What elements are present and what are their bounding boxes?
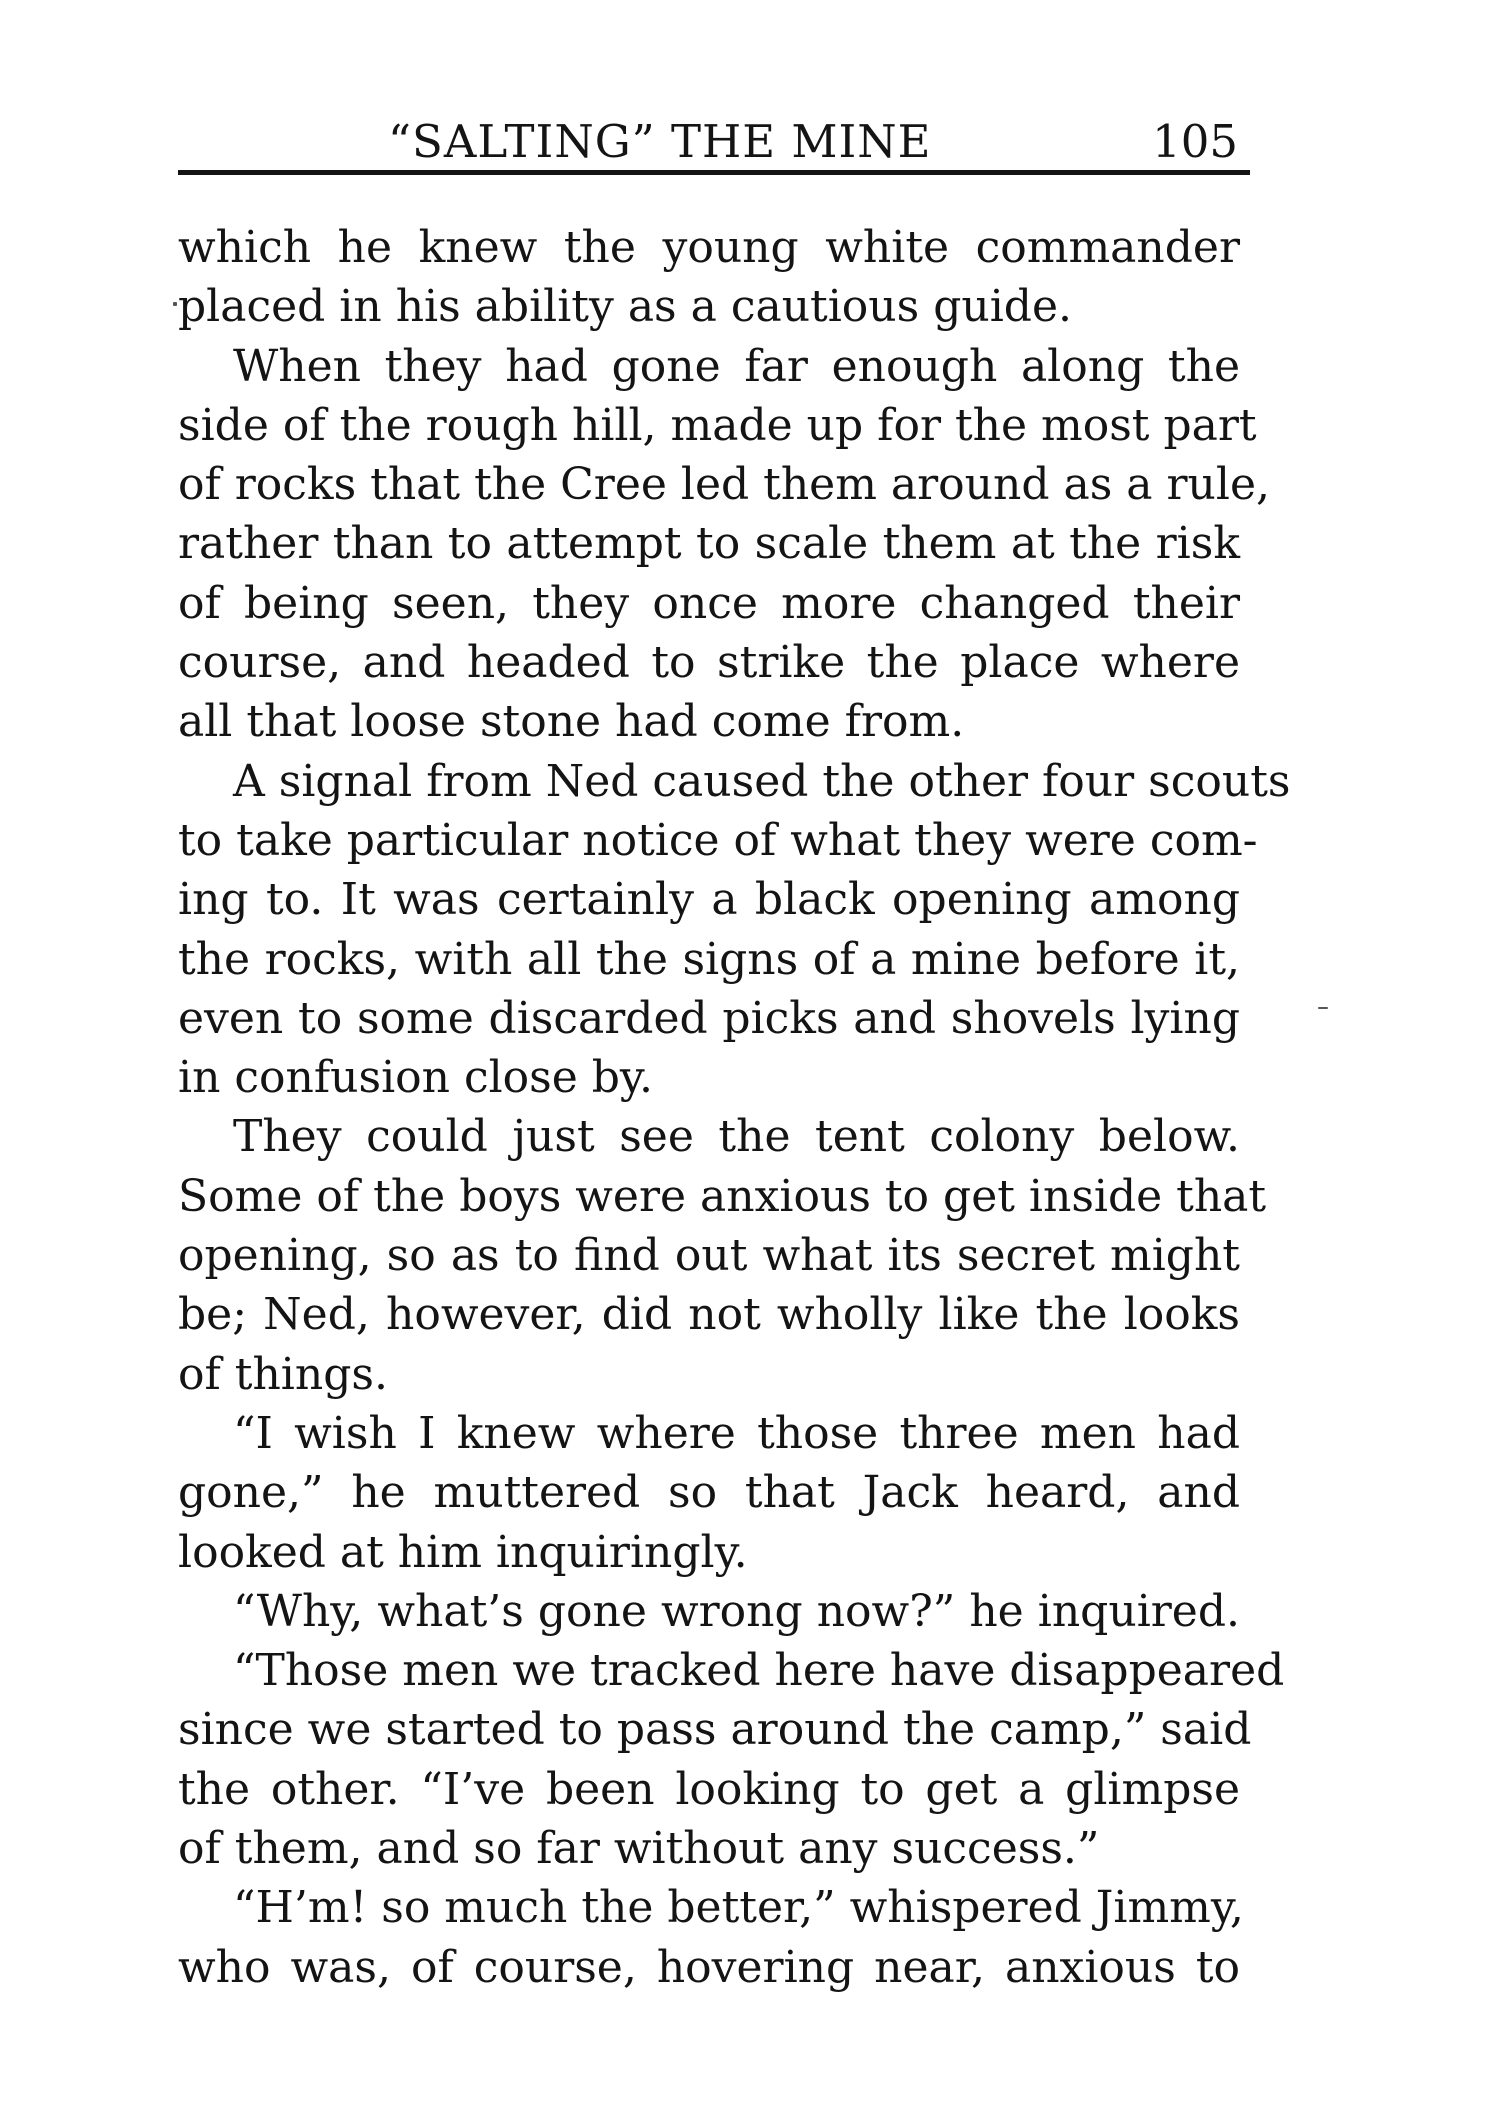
text-line: A signal from Ned caused the other four scouts (233, 755, 1291, 807)
text-line: course, and headed to strike the place where (178, 637, 1240, 689)
text-line: of being seen, they once more changed their (178, 577, 1240, 629)
text-line: in confusion close by. (178, 1052, 653, 1104)
text-line: of rocks that the Cree led them around as a rule, (178, 459, 1270, 511)
text-line: “I wish I knew where those three men had (233, 1407, 1240, 1459)
text-line: placed in his ability as a cautious guide. (178, 281, 1072, 333)
text-line: ing to. It was certainly a black opening among (178, 874, 1240, 926)
text-line: opening, so as to find out what its secret might (178, 1230, 1240, 1282)
page-number: 105 (1152, 115, 1238, 168)
header-rule (178, 170, 1250, 175)
text-line: the other. “I’ve been looking to get a glimpse (178, 1763, 1240, 1815)
text-line: of them, and so far without any success.” (178, 1823, 1100, 1875)
text-line: rather than to attempt to scale them at the risk (178, 518, 1240, 570)
text-line: to take particular notice of what they were com- (178, 814, 1258, 866)
text-line: even to some discarded picks and shovels lying (178, 992, 1240, 1044)
text-line: They could just see the tent colony below. (233, 1111, 1240, 1163)
text-line: “H’m! so much the better,” whispered Jimmy, (233, 1882, 1244, 1934)
print-speck (173, 302, 177, 306)
text-line: the rocks, with all the signs of a mine before it, (178, 933, 1240, 985)
body-text (178, 218, 1291, 1997)
text-line: of things. (178, 1348, 388, 1400)
text-line: all that loose stone had come from. (178, 696, 965, 748)
text-line: be; Ned, however, did not wholly like the looks (178, 1289, 1240, 1341)
text-line: gone,” he muttered so that Jack heard, and (178, 1467, 1240, 1519)
text-line: side of the rough hill, made up for the most part (178, 399, 1257, 451)
text-line: When they had gone far enough along the (233, 340, 1240, 392)
text-line: Some of the boys were anxious to get inside that (178, 1170, 1267, 1222)
text-line: looked at him inquiringly. (178, 1526, 748, 1578)
print-speck (1318, 1007, 1328, 1009)
text-line: “Those men we tracked here have disappeared (233, 1645, 1285, 1697)
text-line: since we started to pass around the camp,” said (178, 1704, 1252, 1756)
text-line: “Why, what’s gone wrong now?” he inquired. (233, 1585, 1240, 1637)
running-title: “SALTING” THE MINE (388, 115, 932, 168)
text-line: which he knew the young white commander (178, 222, 1240, 273)
page-header (178, 112, 1250, 172)
text-line: who was, of course, hovering near, anxious to (178, 1941, 1240, 1993)
